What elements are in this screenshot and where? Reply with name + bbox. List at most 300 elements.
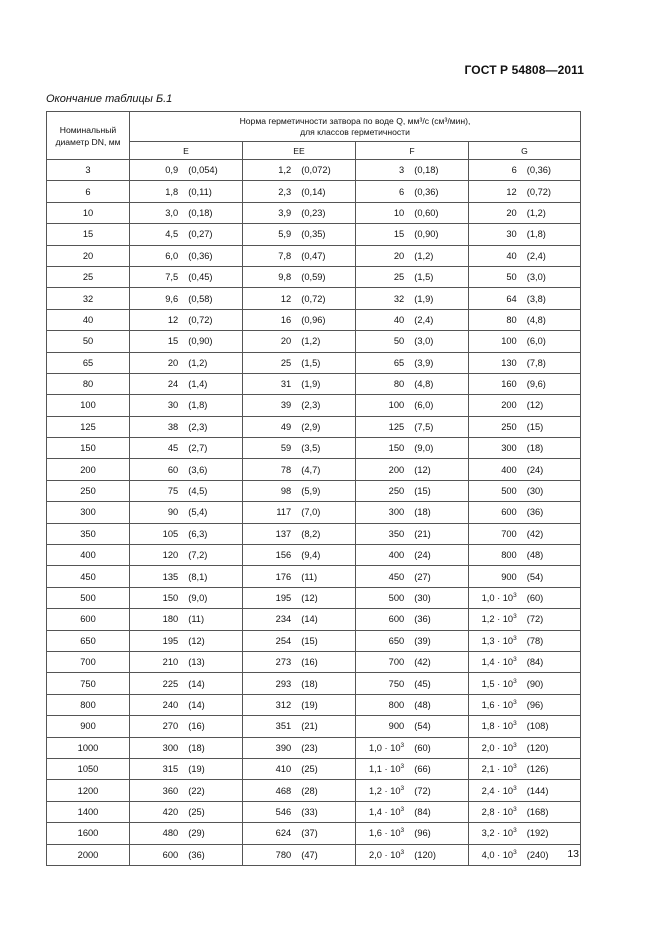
leakage-value-cm3min: (0,72) bbox=[188, 314, 213, 325]
leakage-cell bbox=[469, 416, 581, 437]
leakage-value-mm3s: 49 bbox=[280, 421, 292, 432]
table-row bbox=[47, 630, 581, 651]
leakage-cell bbox=[356, 758, 469, 779]
leakage-value-mm3s: 6 bbox=[511, 165, 517, 176]
exponent: 3 bbox=[513, 677, 517, 685]
nominal-diameter-cell: 100 bbox=[47, 395, 130, 416]
leakage-value-cm3min: (1,8) bbox=[188, 400, 208, 411]
leakage-cell bbox=[130, 566, 243, 587]
exponent: 3 bbox=[513, 634, 517, 642]
leakage-value-mm3s: 750 bbox=[388, 678, 405, 689]
leakage-cell bbox=[243, 694, 356, 715]
leakage-value-cm3min: (12) bbox=[526, 400, 544, 411]
leakage-value-mm3s: 120 bbox=[162, 550, 179, 561]
leakage-cell bbox=[356, 651, 469, 672]
nominal-diameter-cell: 300 bbox=[47, 502, 130, 523]
leakage-value-cm3min: (0,60) bbox=[414, 207, 439, 218]
leakage-cell bbox=[469, 694, 581, 715]
leakage-value-cm3min: (11) bbox=[188, 614, 205, 625]
exponent: 3 bbox=[513, 827, 517, 835]
table-row bbox=[47, 395, 581, 416]
leakage-cell bbox=[356, 352, 469, 373]
leakage-cell bbox=[243, 266, 356, 287]
leakage-value-cm3min: (0,11) bbox=[188, 186, 212, 197]
table-caption: Окончание таблицы Б.1 bbox=[46, 93, 173, 105]
leakage-value-cm3min: (19) bbox=[188, 764, 205, 775]
leakage-value-mm3s: 500 bbox=[501, 486, 517, 497]
leakage-value-cm3min: (6,0) bbox=[414, 400, 434, 411]
leakage-value-mm3s: 300 bbox=[162, 742, 179, 753]
leakage-value-mm3s: 200 bbox=[388, 464, 405, 475]
leakage-value-cm3min: (39) bbox=[414, 635, 431, 646]
leakage-value-mm3s: 300 bbox=[501, 443, 517, 454]
leakage-cell bbox=[356, 202, 469, 223]
leakage-cell bbox=[130, 266, 243, 287]
leakage-value-cm3min: (16) bbox=[301, 657, 318, 668]
leakage-value-cm3min: (11) bbox=[301, 571, 318, 582]
leakage-value-cm3min: (0,45) bbox=[188, 272, 213, 283]
leakage-value-cm3min: (1,9) bbox=[414, 293, 434, 304]
table-row bbox=[47, 545, 581, 566]
exponent: 3 bbox=[513, 592, 517, 599]
exponent: 3 bbox=[513, 613, 517, 621]
leakage-value-mm3s: 9,6 bbox=[165, 293, 179, 304]
class-header-g: G bbox=[469, 142, 581, 160]
leakage-value-mm3s: 20 bbox=[167, 357, 179, 368]
nominal-diameter-cell: 750 bbox=[47, 673, 130, 694]
leakage-value-cm3min: (6,0) bbox=[526, 336, 546, 347]
leakage-value-mm3s: 270 bbox=[162, 721, 179, 732]
document-standard-header: ГОСТ Р 54808—2011 bbox=[464, 63, 584, 77]
leakage-value-mm3s: 0,9 bbox=[165, 165, 179, 176]
leakage-value-mm3s: 210 bbox=[162, 657, 179, 668]
leakage-value-cm3min: (126) bbox=[526, 764, 549, 775]
leakage-value-cm3min: (36) bbox=[414, 614, 431, 625]
leakage-cell bbox=[356, 716, 469, 737]
table-row bbox=[47, 224, 581, 245]
leakage-cell bbox=[130, 502, 243, 523]
leakage-value-mm3s: $1,6 \cdot 10^3$ bbox=[481, 698, 517, 710]
leakage-cell bbox=[243, 545, 356, 566]
leakage-cell bbox=[469, 780, 581, 801]
leakage-value-mm3s: 195 bbox=[162, 635, 179, 646]
nominal-diameter-cell: 800 bbox=[47, 694, 130, 715]
leakage-value-cm3min: (54) bbox=[414, 721, 431, 732]
leakage-value-mm3s: $1,5 \cdot 10^3$ bbox=[481, 677, 517, 689]
leakage-value-mm3s: 16 bbox=[280, 314, 292, 325]
leakage-value-mm3s: 780 bbox=[275, 849, 292, 860]
leakage-cell bbox=[469, 373, 581, 394]
leakage-value-mm3s: 700 bbox=[501, 528, 517, 539]
nominal-diameter-cell: 15 bbox=[47, 224, 130, 245]
leakage-value-cm3min: (25) bbox=[188, 806, 205, 817]
leakage-value-mm3s: 10 bbox=[393, 207, 405, 218]
leakage-cell bbox=[130, 309, 243, 330]
leakage-value-mm3s: 420 bbox=[162, 806, 179, 817]
leakage-value-mm3s: $1,4 \cdot 10^3$ bbox=[369, 805, 405, 817]
nominal-diameter-cell: 650 bbox=[47, 630, 130, 651]
table-row bbox=[47, 566, 581, 587]
leakage-value-mm3s: 38 bbox=[167, 421, 179, 432]
leakage-value-mm3s: 130 bbox=[501, 357, 517, 368]
exponent: 3 bbox=[400, 805, 405, 813]
leakage-value-cm3min: (21) bbox=[301, 721, 318, 732]
leakage-cell bbox=[243, 758, 356, 779]
leakage-cell bbox=[469, 160, 581, 181]
leakage-value-mm3s: 480 bbox=[162, 828, 179, 839]
leakage-value-mm3s: 15 bbox=[167, 336, 179, 347]
leakage-value-cm3min: (2,3) bbox=[188, 421, 208, 432]
leakage-value-mm3s: $2,4 \cdot 10^3$ bbox=[481, 784, 517, 796]
leakage-value-cm3min: (1,5) bbox=[414, 272, 434, 283]
exponent: 3 bbox=[513, 656, 517, 664]
leakage-value-mm3s: 4,5 bbox=[165, 229, 179, 240]
leakage-value-cm3min: (42) bbox=[414, 657, 431, 668]
leakage-value-cm3min: (3,0) bbox=[526, 272, 546, 283]
leakage-cell bbox=[356, 502, 469, 523]
leakage-cell bbox=[356, 331, 469, 352]
leakage-value-cm3min: (30) bbox=[414, 593, 431, 603]
leakage-value-mm3s: 78 bbox=[280, 464, 292, 475]
nominal-diameter-cell: 50 bbox=[47, 331, 130, 352]
leakage-value-cm3min: (45) bbox=[414, 678, 431, 689]
leakage-cell bbox=[469, 801, 581, 822]
nominal-diameter-cell: 65 bbox=[47, 352, 130, 373]
leakage-value-mm3s: 59 bbox=[280, 443, 292, 454]
leakage-value-mm3s: 315 bbox=[162, 764, 179, 775]
leakage-value-mm3s: 5,9 bbox=[278, 229, 292, 240]
leakage-cell bbox=[130, 630, 243, 651]
nominal-diameter-cell: 10 bbox=[47, 202, 130, 223]
leakage-cell bbox=[356, 780, 469, 801]
leakage-cell bbox=[469, 181, 581, 202]
leakage-value-cm3min: (120) bbox=[414, 849, 436, 860]
leakage-value-cm3min: (240) bbox=[526, 849, 549, 860]
table-row bbox=[47, 758, 581, 779]
leakage-value-cm3min: (3,9) bbox=[414, 357, 434, 368]
leakage-value-cm3min: (84) bbox=[526, 657, 544, 668]
leakage-value-mm3s: 200 bbox=[501, 400, 517, 411]
leakage-cell bbox=[243, 823, 356, 844]
leakage-value-cm3min: (1,2) bbox=[301, 336, 321, 347]
leakage-value-cm3min: (13) bbox=[188, 657, 205, 668]
leakage-value-cm3min: (16) bbox=[188, 721, 205, 732]
leakage-cell bbox=[130, 758, 243, 779]
leakage-value-mm3s: 2,3 bbox=[278, 186, 292, 197]
leakage-cell bbox=[130, 844, 243, 865]
leakage-cell bbox=[130, 395, 243, 416]
leakage-value-cm3min: (1,5) bbox=[301, 357, 321, 368]
leakage-cell bbox=[469, 202, 581, 223]
leakage-value-mm3s: $3,2 \cdot 10^3$ bbox=[481, 827, 517, 839]
exponent: 3 bbox=[400, 827, 405, 835]
leakage-cell bbox=[469, 566, 581, 587]
leakage-value-mm3s: 117 bbox=[276, 507, 292, 518]
leakage-value-mm3s: 25 bbox=[393, 272, 405, 283]
exponent: 3 bbox=[513, 741, 517, 749]
leakage-value-cm3min: (36) bbox=[188, 849, 205, 860]
leakage-value-mm3s: 30 bbox=[506, 229, 517, 240]
leakage-cell bbox=[356, 373, 469, 394]
leakage-cell bbox=[469, 395, 581, 416]
leakage-value-cm3min: (6,3) bbox=[188, 528, 208, 539]
leakage-value-mm3s: 9,8 bbox=[278, 272, 292, 283]
table-row bbox=[47, 438, 581, 459]
leakage-value-cm3min: (1,2) bbox=[188, 357, 208, 368]
leakage-value-cm3min: (0,90) bbox=[414, 229, 439, 240]
leakage-cell bbox=[130, 651, 243, 672]
dn-header-line2: диаметр DN, мм bbox=[55, 136, 121, 147]
exponent: 3 bbox=[400, 848, 405, 856]
leakage-value-mm3s: 600 bbox=[388, 614, 405, 625]
leakage-value-mm3s: 400 bbox=[388, 550, 405, 561]
leakage-value-mm3s: 98 bbox=[280, 486, 292, 497]
leakage-cell bbox=[356, 459, 469, 480]
leakage-value-cm3min: (0,23) bbox=[301, 207, 326, 218]
class-header-ee: EE bbox=[243, 142, 356, 160]
leakage-value-mm3s: 180 bbox=[162, 614, 179, 625]
leakage-value-mm3s: 125 bbox=[388, 421, 405, 432]
leakage-value-mm3s: 293 bbox=[275, 678, 292, 689]
leakage-value-mm3s: 31 bbox=[280, 379, 292, 390]
norm-header-line2: для классов герметичности bbox=[300, 126, 410, 137]
leakage-value-mm3s: $2,0 \cdot 10^3$ bbox=[369, 848, 405, 860]
leakage-cell bbox=[243, 673, 356, 694]
leakage-value-mm3s: 50 bbox=[506, 272, 517, 283]
leakage-cell bbox=[469, 523, 581, 544]
leakage-value-cm3min: (0,14) bbox=[301, 186, 326, 197]
leakage-value-mm3s: $1,1 \cdot 10^3$ bbox=[369, 763, 405, 775]
leakage-value-cm3min: (0,35) bbox=[301, 229, 326, 240]
leakage-value-mm3s: 312 bbox=[275, 699, 292, 710]
leakage-value-cm3min: (0,96) bbox=[301, 314, 326, 325]
leakage-value-mm3s: 20 bbox=[280, 336, 292, 347]
leakage-cell bbox=[356, 224, 469, 245]
table-row bbox=[47, 780, 581, 801]
leakage-value-mm3s: 900 bbox=[501, 571, 517, 582]
nominal-diameter-cell: 450 bbox=[47, 566, 130, 587]
leakage-cell bbox=[356, 737, 469, 758]
leakage-cell bbox=[130, 480, 243, 501]
leakage-value-cm3min: (30) bbox=[526, 486, 544, 497]
leakage-value-mm3s: 24 bbox=[167, 379, 179, 390]
leakage-cell bbox=[130, 459, 243, 480]
leakage-value-cm3min: (0,27) bbox=[188, 229, 213, 240]
leakage-cell bbox=[130, 160, 243, 181]
nominal-diameter-cell: 32 bbox=[47, 288, 130, 309]
leakage-norms-table bbox=[46, 111, 581, 866]
table-row bbox=[47, 181, 581, 202]
leakage-cell bbox=[243, 416, 356, 437]
leakage-cell bbox=[130, 673, 243, 694]
leakage-cell bbox=[130, 224, 243, 245]
leakage-value-mm3s: 360 bbox=[162, 785, 179, 796]
leakage-value-mm3s: 100 bbox=[501, 336, 517, 347]
leakage-value-cm3min: (12) bbox=[301, 593, 318, 603]
leakage-cell bbox=[469, 737, 581, 758]
leakage-value-cm3min: (168) bbox=[526, 806, 549, 817]
leakage-value-mm3s: 60 bbox=[167, 464, 179, 475]
leakage-value-cm3min: (15) bbox=[414, 486, 431, 497]
leakage-cell bbox=[243, 245, 356, 266]
leakage-value-mm3s: 80 bbox=[393, 379, 405, 390]
leakage-cell bbox=[130, 694, 243, 715]
leakage-value-cm3min: (2,7) bbox=[188, 443, 208, 454]
leakage-value-mm3s: 80 bbox=[506, 314, 517, 325]
leakage-cell bbox=[243, 716, 356, 737]
leakage-value-cm3min: (25) bbox=[301, 764, 318, 775]
nominal-diameter-cell: 600 bbox=[47, 609, 130, 630]
leakage-cell bbox=[130, 823, 243, 844]
leakage-value-cm3min: (0,072) bbox=[301, 165, 331, 176]
leakage-value-cm3min: (3,6) bbox=[188, 464, 208, 475]
leakage-value-cm3min: (24) bbox=[414, 550, 431, 561]
table-row bbox=[47, 352, 581, 373]
leakage-value-cm3min: (18) bbox=[188, 742, 205, 753]
exponent: 3 bbox=[400, 763, 405, 771]
leakage-value-cm3min: (0,18) bbox=[414, 165, 439, 176]
nominal-diameter-cell: 400 bbox=[47, 545, 130, 566]
leakage-value-mm3s: 20 bbox=[506, 207, 517, 218]
leakage-value-cm3min: (0,59) bbox=[301, 272, 326, 283]
exponent: 3 bbox=[513, 698, 517, 706]
leakage-value-mm3s: 160 bbox=[501, 379, 517, 390]
leakage-value-cm3min: (0,36) bbox=[526, 165, 552, 176]
leakage-cell bbox=[469, 587, 581, 608]
leakage-value-mm3s: 6 bbox=[399, 186, 405, 197]
leakage-value-mm3s: 3,0 bbox=[165, 207, 179, 218]
leakage-value-cm3min: (12) bbox=[414, 464, 431, 475]
leakage-cell bbox=[130, 716, 243, 737]
table-row bbox=[47, 266, 581, 287]
leakage-value-mm3s: $2,1 \cdot 10^3$ bbox=[481, 763, 517, 775]
leakage-cell bbox=[356, 288, 469, 309]
leakage-value-cm3min: (23) bbox=[301, 742, 318, 753]
leakage-cell bbox=[469, 266, 581, 287]
table-row bbox=[47, 844, 581, 865]
leakage-value-mm3s: 6,0 bbox=[165, 250, 179, 261]
leakage-cell bbox=[130, 587, 243, 608]
table-row bbox=[47, 202, 581, 223]
leakage-value-mm3s: 500 bbox=[388, 593, 405, 603]
leakage-cell bbox=[243, 523, 356, 544]
leakage-cell bbox=[130, 288, 243, 309]
leakage-cell bbox=[130, 780, 243, 801]
leakage-value-mm3s: 45 bbox=[167, 443, 179, 454]
leakage-value-cm3min: (27) bbox=[414, 571, 431, 582]
leakage-cell bbox=[243, 181, 356, 202]
table-row bbox=[47, 245, 581, 266]
nominal-diameter-cell: 700 bbox=[47, 651, 130, 672]
leakage-value-cm3min: (21) bbox=[414, 528, 431, 539]
leakage-cell bbox=[243, 202, 356, 223]
leakage-value-mm3s: 600 bbox=[501, 507, 517, 518]
nominal-diameter-cell: 20 bbox=[47, 245, 130, 266]
leakage-value-mm3s: 624 bbox=[275, 828, 292, 839]
leakage-cell bbox=[130, 181, 243, 202]
leakage-value-mm3s: 50 bbox=[393, 336, 405, 347]
table-row bbox=[47, 823, 581, 844]
exponent: 3 bbox=[513, 763, 517, 771]
leakage-value-mm3s: 800 bbox=[501, 550, 517, 561]
leakage-value-cm3min: (18) bbox=[526, 443, 544, 454]
nominal-diameter-cell: 40 bbox=[47, 309, 130, 330]
exponent: 3 bbox=[513, 848, 517, 856]
leakage-value-cm3min: (7,0) bbox=[301, 507, 321, 518]
leakage-value-cm3min: (33) bbox=[301, 806, 318, 817]
leakage-value-mm3s: 90 bbox=[167, 507, 179, 518]
leakage-cell bbox=[243, 438, 356, 459]
table-row bbox=[47, 587, 581, 608]
leakage-value-cm3min: (96) bbox=[526, 699, 544, 710]
leakage-value-mm3s: 254 bbox=[275, 635, 292, 646]
leakage-cell bbox=[356, 395, 469, 416]
leakage-value-mm3s: 65 bbox=[393, 357, 405, 368]
table-row bbox=[47, 373, 581, 394]
leakage-value-cm3min: (3,0) bbox=[414, 336, 434, 347]
leakage-value-mm3s: 75 bbox=[167, 486, 179, 497]
leakage-value-mm3s: 600 bbox=[162, 849, 179, 860]
leakage-cell bbox=[469, 716, 581, 737]
nominal-diameter-cell: 6 bbox=[47, 181, 130, 202]
leakage-cell bbox=[130, 202, 243, 223]
leakage-value-mm3s: 240 bbox=[162, 699, 179, 710]
leakage-value-cm3min: (0,47) bbox=[301, 250, 326, 261]
leakage-value-mm3s: 3 bbox=[399, 165, 405, 176]
leakage-cell bbox=[469, 459, 581, 480]
nominal-diameter-cell: 125 bbox=[47, 416, 130, 437]
leakage-value-cm3min: (47) bbox=[301, 849, 318, 860]
leakage-value-mm3s: 7,8 bbox=[278, 250, 292, 261]
leakage-value-cm3min: (3,5) bbox=[301, 443, 321, 454]
leakage-value-mm3s: 250 bbox=[501, 421, 517, 432]
leakage-value-mm3s: 390 bbox=[275, 742, 292, 753]
leakage-value-mm3s: 195 bbox=[275, 593, 292, 603]
leakage-value-mm3s: 25 bbox=[280, 357, 292, 368]
leakage-value-cm3min: (2,3) bbox=[301, 400, 321, 411]
leakage-value-cm3min: (48) bbox=[414, 699, 431, 710]
leakage-value-mm3s: 12 bbox=[506, 186, 517, 197]
leakage-cell bbox=[130, 352, 243, 373]
table-row bbox=[47, 459, 581, 480]
leakage-cell bbox=[243, 373, 356, 394]
leakage-value-mm3s: 12 bbox=[167, 314, 179, 325]
leakage-value-cm3min: (0,90) bbox=[188, 336, 213, 347]
nominal-diameter-cell: 150 bbox=[47, 438, 130, 459]
table-row bbox=[47, 288, 581, 309]
leakage-value-cm3min: (9,4) bbox=[301, 550, 321, 561]
leakage-value-mm3s: 64 bbox=[506, 293, 517, 304]
leakage-cell bbox=[356, 823, 469, 844]
leakage-cell bbox=[130, 438, 243, 459]
leakage-value-mm3s: 351 bbox=[275, 721, 292, 732]
leakage-cell bbox=[243, 502, 356, 523]
leakage-value-cm3min: (14) bbox=[188, 699, 205, 710]
nominal-diameter-cell: 900 bbox=[47, 716, 130, 737]
leakage-value-cm3min: (8,1) bbox=[188, 571, 208, 582]
leakage-value-cm3min: (108) bbox=[526, 721, 549, 732]
leakage-value-mm3s: 546 bbox=[275, 806, 292, 817]
leakage-cell bbox=[469, 630, 581, 651]
exponent: 3 bbox=[513, 720, 517, 728]
leakage-value-cm3min: (2,4) bbox=[526, 250, 546, 261]
leakage-value-cm3min: (4,8) bbox=[414, 379, 434, 390]
leakage-value-mm3s: 234 bbox=[275, 614, 292, 625]
leakage-cell bbox=[356, 566, 469, 587]
leakage-value-cm3min: (9,0) bbox=[188, 593, 208, 603]
nominal-diameter-cell: 1200 bbox=[47, 780, 130, 801]
leakage-value-cm3min: (0,054) bbox=[188, 165, 218, 176]
